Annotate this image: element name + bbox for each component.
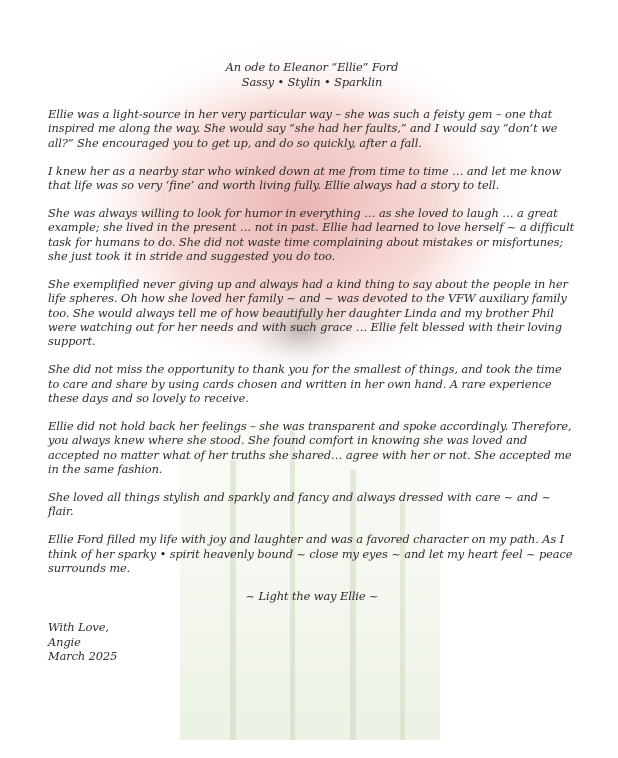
signoff	[48, 620, 576, 664]
paragraph-7: She loved all things stylish and sparkly and fancy and always dressed with care ~ and ~ flair.	[48, 490, 551, 519]
signoff-salutation: With Love,	[48, 620, 109, 635]
paragraph-2: I knew her as a nearby star who winked down at me from time to time … and let me know that life was so very ‘fine’ and worth living fully. Ellie always had a story to tell.	[48, 163, 561, 192]
signoff-date: March 2025	[48, 649, 118, 664]
ode-document	[48, 60, 576, 664]
document-header	[48, 60, 576, 90]
signoff-name: Angie	[48, 634, 81, 649]
paragraph-1: Ellie was a light-source in her very particular way – she was such a feisty gem – one that inspired me along the way. She would say “she had her faults,” and I would say “don’t we all?” She encouraged you to get up, and do so quickly, after a fall.	[48, 107, 558, 150]
paragraph-6: Ellie did not hold back her feelings – she was transparent and spoke accordingly. Therefore, you always knew where she stood. She found comfort in knowing she was loved and accepted no matter what of her truths she shared… agree with her or not. She accepted me in the same fashion.	[48, 419, 572, 476]
paragraph-4: She exemplified never giving up and always had a kind thing to say about the people in her life spheres. Oh how she loved her family ~ and ~ was devoted to the VFW auxiliary family too. She would always tell me of how beautifully her daughter Linda and my brother Phil were watching out for her needs and with such grace … Ellie felt blessed with their loving support.	[48, 277, 568, 349]
closing-line: ~ Light the way Ellie ~	[245, 589, 379, 604]
paragraph-3: She was always willing to look for humor in everything … as she loved to laugh … a great example; she lived in the present … not in past. Ellie had learned to love herself ~ a difficult task for humans to do. She did not waste time complaining about mistakes or misfortunes; she just took it in stride and suggested you do too.	[48, 206, 575, 263]
document-subtitle: Sassy • Stylin • Sparklin	[241, 75, 383, 89]
paragraph-5: She did not miss the opportunity to thank you for the smallest of things, and took the time to care and share by using cards chosen and written in her own hand. A rare experience these days and so lovely to receive.	[48, 362, 562, 405]
document-title: An ode to Eleanor “Ellie” Ford	[225, 60, 399, 74]
paragraph-8: Ellie Ford filled my life with joy and laughter and was a favored character on my path. As I think of her sparky • spirit heavenly bound ~ close my eyes ~ and let my heart feel ~ peace surrounds me.	[48, 532, 573, 575]
